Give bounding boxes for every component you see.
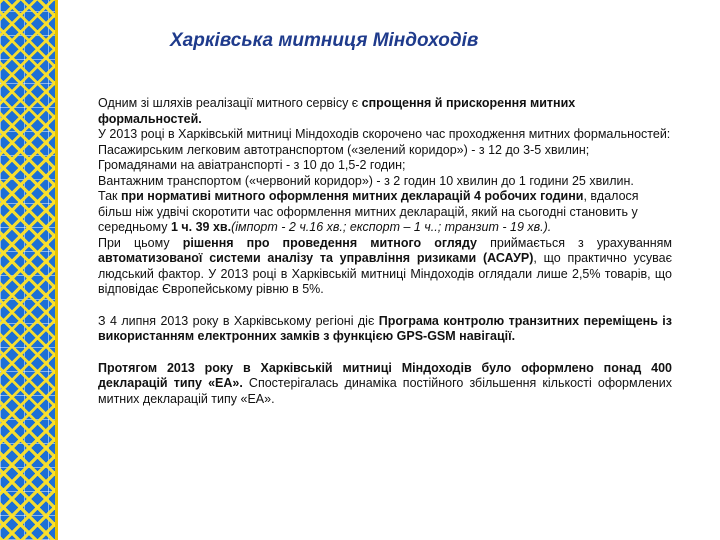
- document-body: [98, 96, 672, 407]
- paragraph-transit: З 4 липня 2013 року в Харківському регіоні діє Програма контролю транзитних переміщень із використанням електронних замків з функцією GPS-GSM навігації.: [98, 313, 672, 343]
- paragraph-inspection: При цьому рішення про проведення митного огляду приймається з урахуванням автоматизованої системи аналізу та управління ризиками (АСАУР), що практично усуває людський фактор. У 2013 році в Харківській митниці Міндоходів оглядали лише 2,5% товарів, що відповідає Європейському рівню в 5%.: [98, 235, 672, 296]
- paragraph-cargo: Вантажним транспортом («червоний коридор») - з 2 годин 10 хвилин до 1 години 25 хвилин.: [98, 173, 634, 188]
- paragraph-air: Громадянами на авіатранспорті - з 10 до 1,5-2 годин;: [98, 158, 406, 172]
- page-title: Харківська митниця Міндоходів: [170, 30, 479, 51]
- paragraph-declarations: Так при нормативі митного оформлення митних декларацій 4 робочих години, вдалося більш ніж удвічі скоротити час оформлення митних декларацій, який на сьогодні становить у середньому 1 ч. 39 хв.(імпорт - 2 ч.16 хв.; експорт – 1 ч..; транзит - 19 хв.).: [98, 189, 639, 234]
- paragraph-2013: У 2013 році в Харківській митниці Міндоходів скорочено час проходження митних формальностей:: [98, 127, 671, 141]
- paragraph-ea: Протягом 2013 року в Харківській митниці Міндоходів було оформлено понад 400 декларацій типу «ЕА». Спостерігалась динаміка постійного збільшення кількості оформлених митних декларацій типу «ЕА».: [98, 360, 672, 406]
- ornament-border: [0, 0, 58, 540]
- paragraph-service: Одним зі шляхів реалізації митного сервісу є спрощення й прискорення митних формальностей.: [98, 96, 576, 126]
- paragraph-passenger: Пасажирським легковим автотранспортом («зелений коридор») - з 12 до 3-5 хвилин;: [98, 142, 590, 157]
